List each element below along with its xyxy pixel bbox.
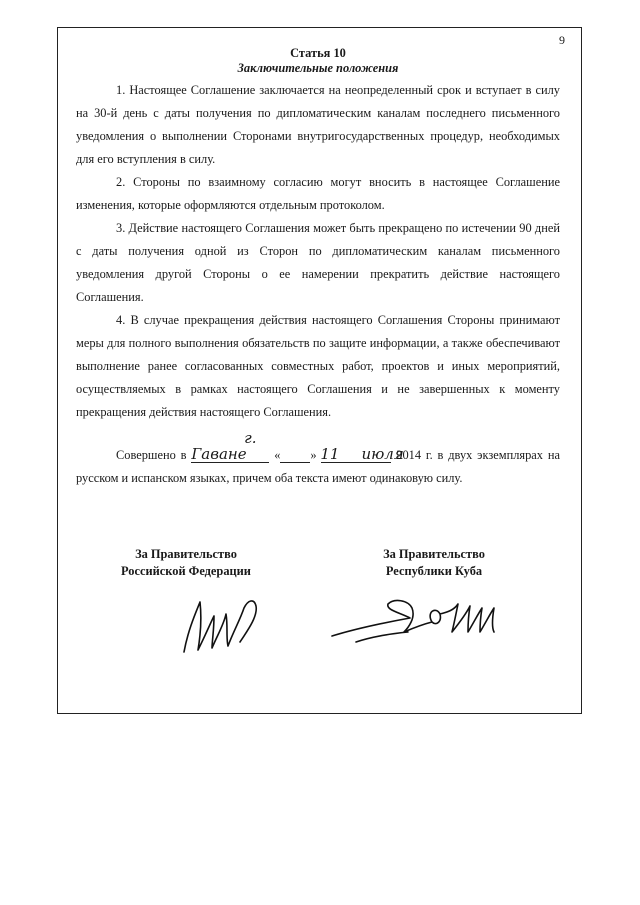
- paragraph-4: 4. В случае прекращения действия настоящего Соглашения Стороны принимают меры для полного выполнения обязательств по защите информации, а также обеспечивают выполнение ранее согласованных совместных работ, проектов и иных мероприятий, осуществляемых в рамках настоящего Соглашения и не завершенных к моменту прекращения действия настоящего Соглашения.: [76, 313, 560, 419]
- paragraph-3: 3. Действие настоящего Соглашения может быть прекращено по истечении 90 дней с даты получения одной из Сторон по дипломатическим каналам письменного уведомления другой Стороны о ее намерении прекратить действие настоящего Соглашения.: [76, 221, 560, 304]
- article-subtitle: Заключительные положения: [237, 61, 399, 75]
- signatory-cuba-line2: Республики Куба: [385, 564, 483, 578]
- signatory-cuba: [324, 546, 544, 580]
- handwritten-day: 11: [280, 446, 310, 463]
- page-number: 9: [559, 33, 565, 47]
- handwritten-city: г. Гаване: [191, 430, 269, 463]
- article-title: Статья 10: [290, 46, 346, 60]
- paragraph-2: 2. Стороны по взаимному согласию могут вносить в настоящее Соглашение изменения, которые оформляются отдельным протоколом.: [76, 175, 560, 212]
- signatory-russia-line1: За Правительство: [135, 547, 237, 561]
- signatory-russia-line2: Российской Федерации: [121, 564, 251, 578]
- closing-paragraph: [76, 430, 560, 490]
- signatory-russia: [76, 546, 296, 580]
- signature-russia: [178, 590, 268, 660]
- day-open-quote: «: [274, 448, 281, 462]
- signatories-block: [76, 546, 560, 666]
- paragraph-1: 1. Настоящее Соглашение заключается на неопределенный срок и вступает в силу на 30-й день с даты получения по дипломатическим каналам последнего письменного уведомления о выполнении Сторонами внутригосударственных процедур, необходимых для его вступления в силу.: [76, 83, 560, 166]
- document-body: [76, 46, 560, 490]
- closing-year-text: 2014 г. в двух экземплярах на русском и испанском языках, причем оба текста имеют одинаковую силу.: [76, 448, 560, 485]
- handwritten-month: июля: [321, 446, 391, 463]
- signatory-cuba-line1: За Правительство: [383, 547, 485, 561]
- signature-cuba: [328, 592, 518, 652]
- closing-prefix: Совершено в: [116, 448, 187, 462]
- day-close-quote: »: [310, 448, 317, 462]
